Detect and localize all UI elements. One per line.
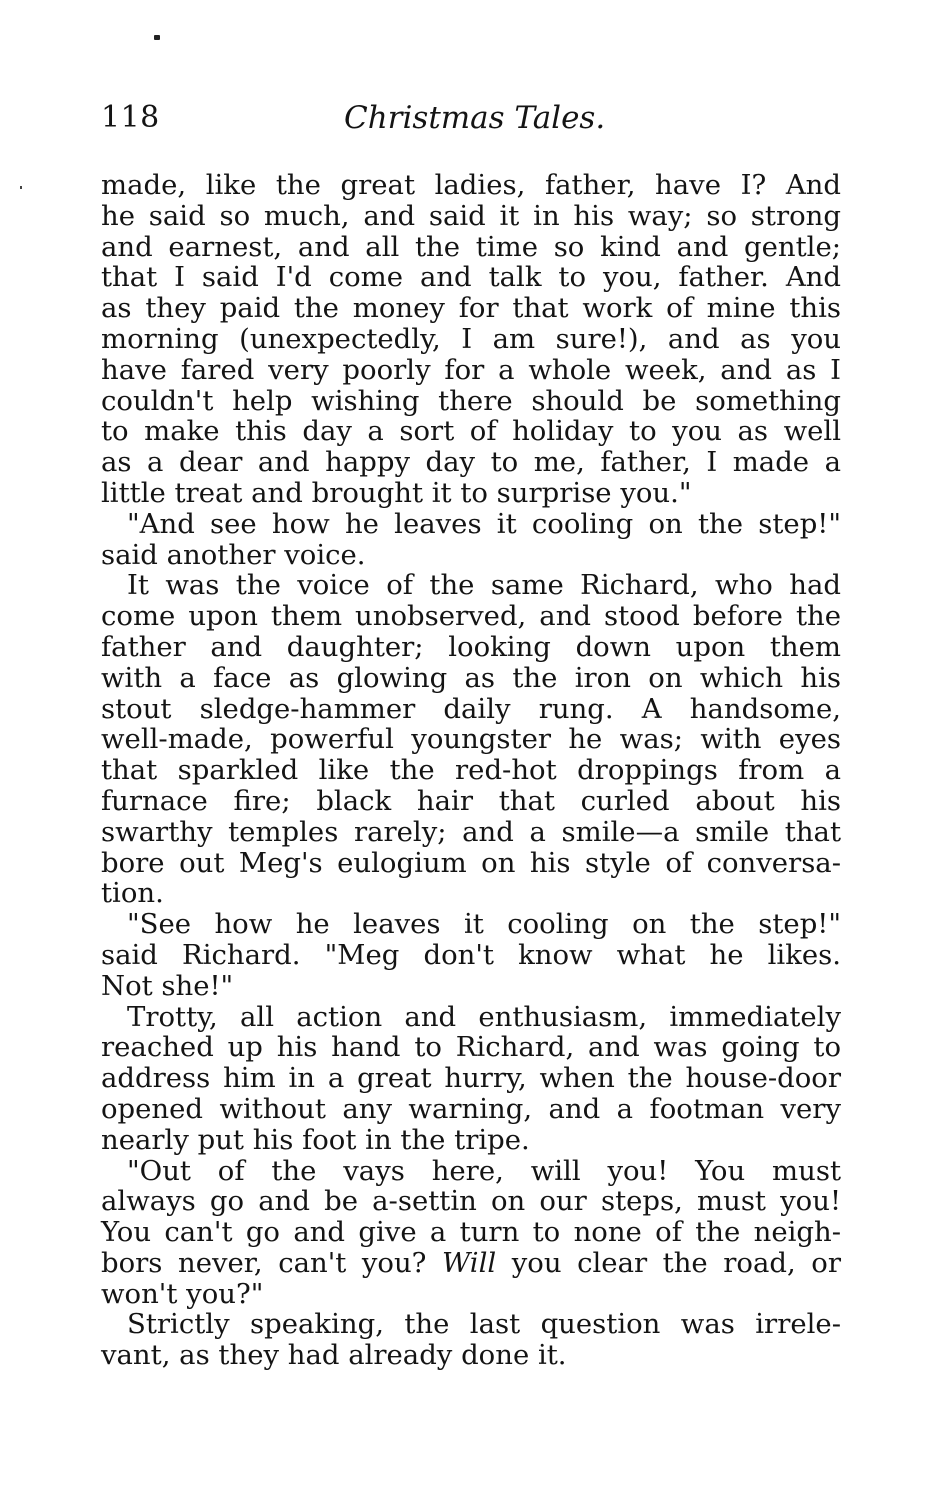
text-line: Not she!" <box>101 969 234 1002</box>
body-text <box>101 170 841 1371</box>
text-line: tion. <box>101 877 164 910</box>
text-line: Trotty, all action and enthusiasm, immediately <box>127 1000 841 1033</box>
text-line: always go and be a-settin on our steps, must you! <box>101 1185 841 1218</box>
text-line: to make this day a sort of holiday to you as well <box>101 415 841 448</box>
print-speck <box>154 35 160 40</box>
text-line: bore out Meg's eulogium on his style of conversa- <box>101 846 841 879</box>
text-line: he said so much, and said it in his way; so strong <box>101 199 841 232</box>
text-line: as they paid the money for that work of mine this <box>101 292 841 325</box>
text-line <box>101 1248 841 1279</box>
text-line: little treat and brought it to surprise you." <box>101 476 692 509</box>
text-line: as a dear and happy day to me, father, I made a <box>101 446 841 479</box>
text-line: It was the voice of the same Richard, who had <box>127 569 841 602</box>
text-fragment: you clear the road, or <box>511 1246 841 1279</box>
text-line: vant, as they had already done it. <box>101 1339 567 1372</box>
text-line: said another voice. <box>101 538 366 571</box>
page-header <box>101 100 841 150</box>
text-line: opened without any warning, and a footman very <box>101 1092 841 1125</box>
text-line: won't you?" <box>101 1277 264 1310</box>
text-line: have fared very poorly for a whole week, and as I <box>101 353 841 386</box>
text-line: "And see how he leaves it cooling on the step!" <box>127 507 841 540</box>
text-line: father and daughter; looking down upon them <box>101 630 841 663</box>
text-line: come upon them unobserved, and stood before the <box>101 600 841 633</box>
text-line: made, like the great ladies, father, have I? And <box>101 169 841 201</box>
text-line: well-made, powerful youngster he was; with eyes <box>101 723 841 756</box>
italic-word: Will <box>442 1246 497 1279</box>
text-line: swarthy temples rarely; and a smile—a smile that <box>101 815 841 848</box>
text-line: couldn't help wishing there should be something <box>101 384 841 417</box>
text-line: furnace fire; black hair that curled about his <box>101 784 841 817</box>
text-line: nearly put his foot in the tripe. <box>101 1123 530 1156</box>
text-line: that sparkled like the red-hot droppings from a <box>101 754 841 787</box>
page-number: 118 <box>101 100 160 135</box>
text-line: You can't go and give a turn to none of the neigh- <box>101 1216 841 1249</box>
text-line: reached up his hand to Richard, and was going to <box>101 1031 841 1064</box>
text-line: address him in a great hurry, when the house-door <box>101 1062 841 1095</box>
text-line: with a face as glowing as the iron on which his <box>101 661 841 694</box>
text-line: "See how he leaves it cooling on the step!" <box>127 908 841 941</box>
text-fragment: bors never, can't you? <box>101 1246 427 1279</box>
margin-speck <box>20 186 22 189</box>
running-title: Christmas Tales. <box>344 100 606 136</box>
text-line: Strictly speaking, the last question was irrele- <box>127 1308 841 1341</box>
text-line: said Richard. "Meg don't know what he likes. <box>101 938 841 971</box>
text-line: stout sledge-hammer daily rung. A handsome, <box>101 692 841 725</box>
text-line: morning (unexpectedly, I am sure!), and as you <box>101 322 841 355</box>
text-line: that I said I'd come and talk to you, father. And <box>101 261 841 294</box>
text-line: and earnest, and all the time so kind and gentle; <box>101 230 841 263</box>
text-line: "Out of the vays here, will you! You must <box>127 1154 841 1187</box>
